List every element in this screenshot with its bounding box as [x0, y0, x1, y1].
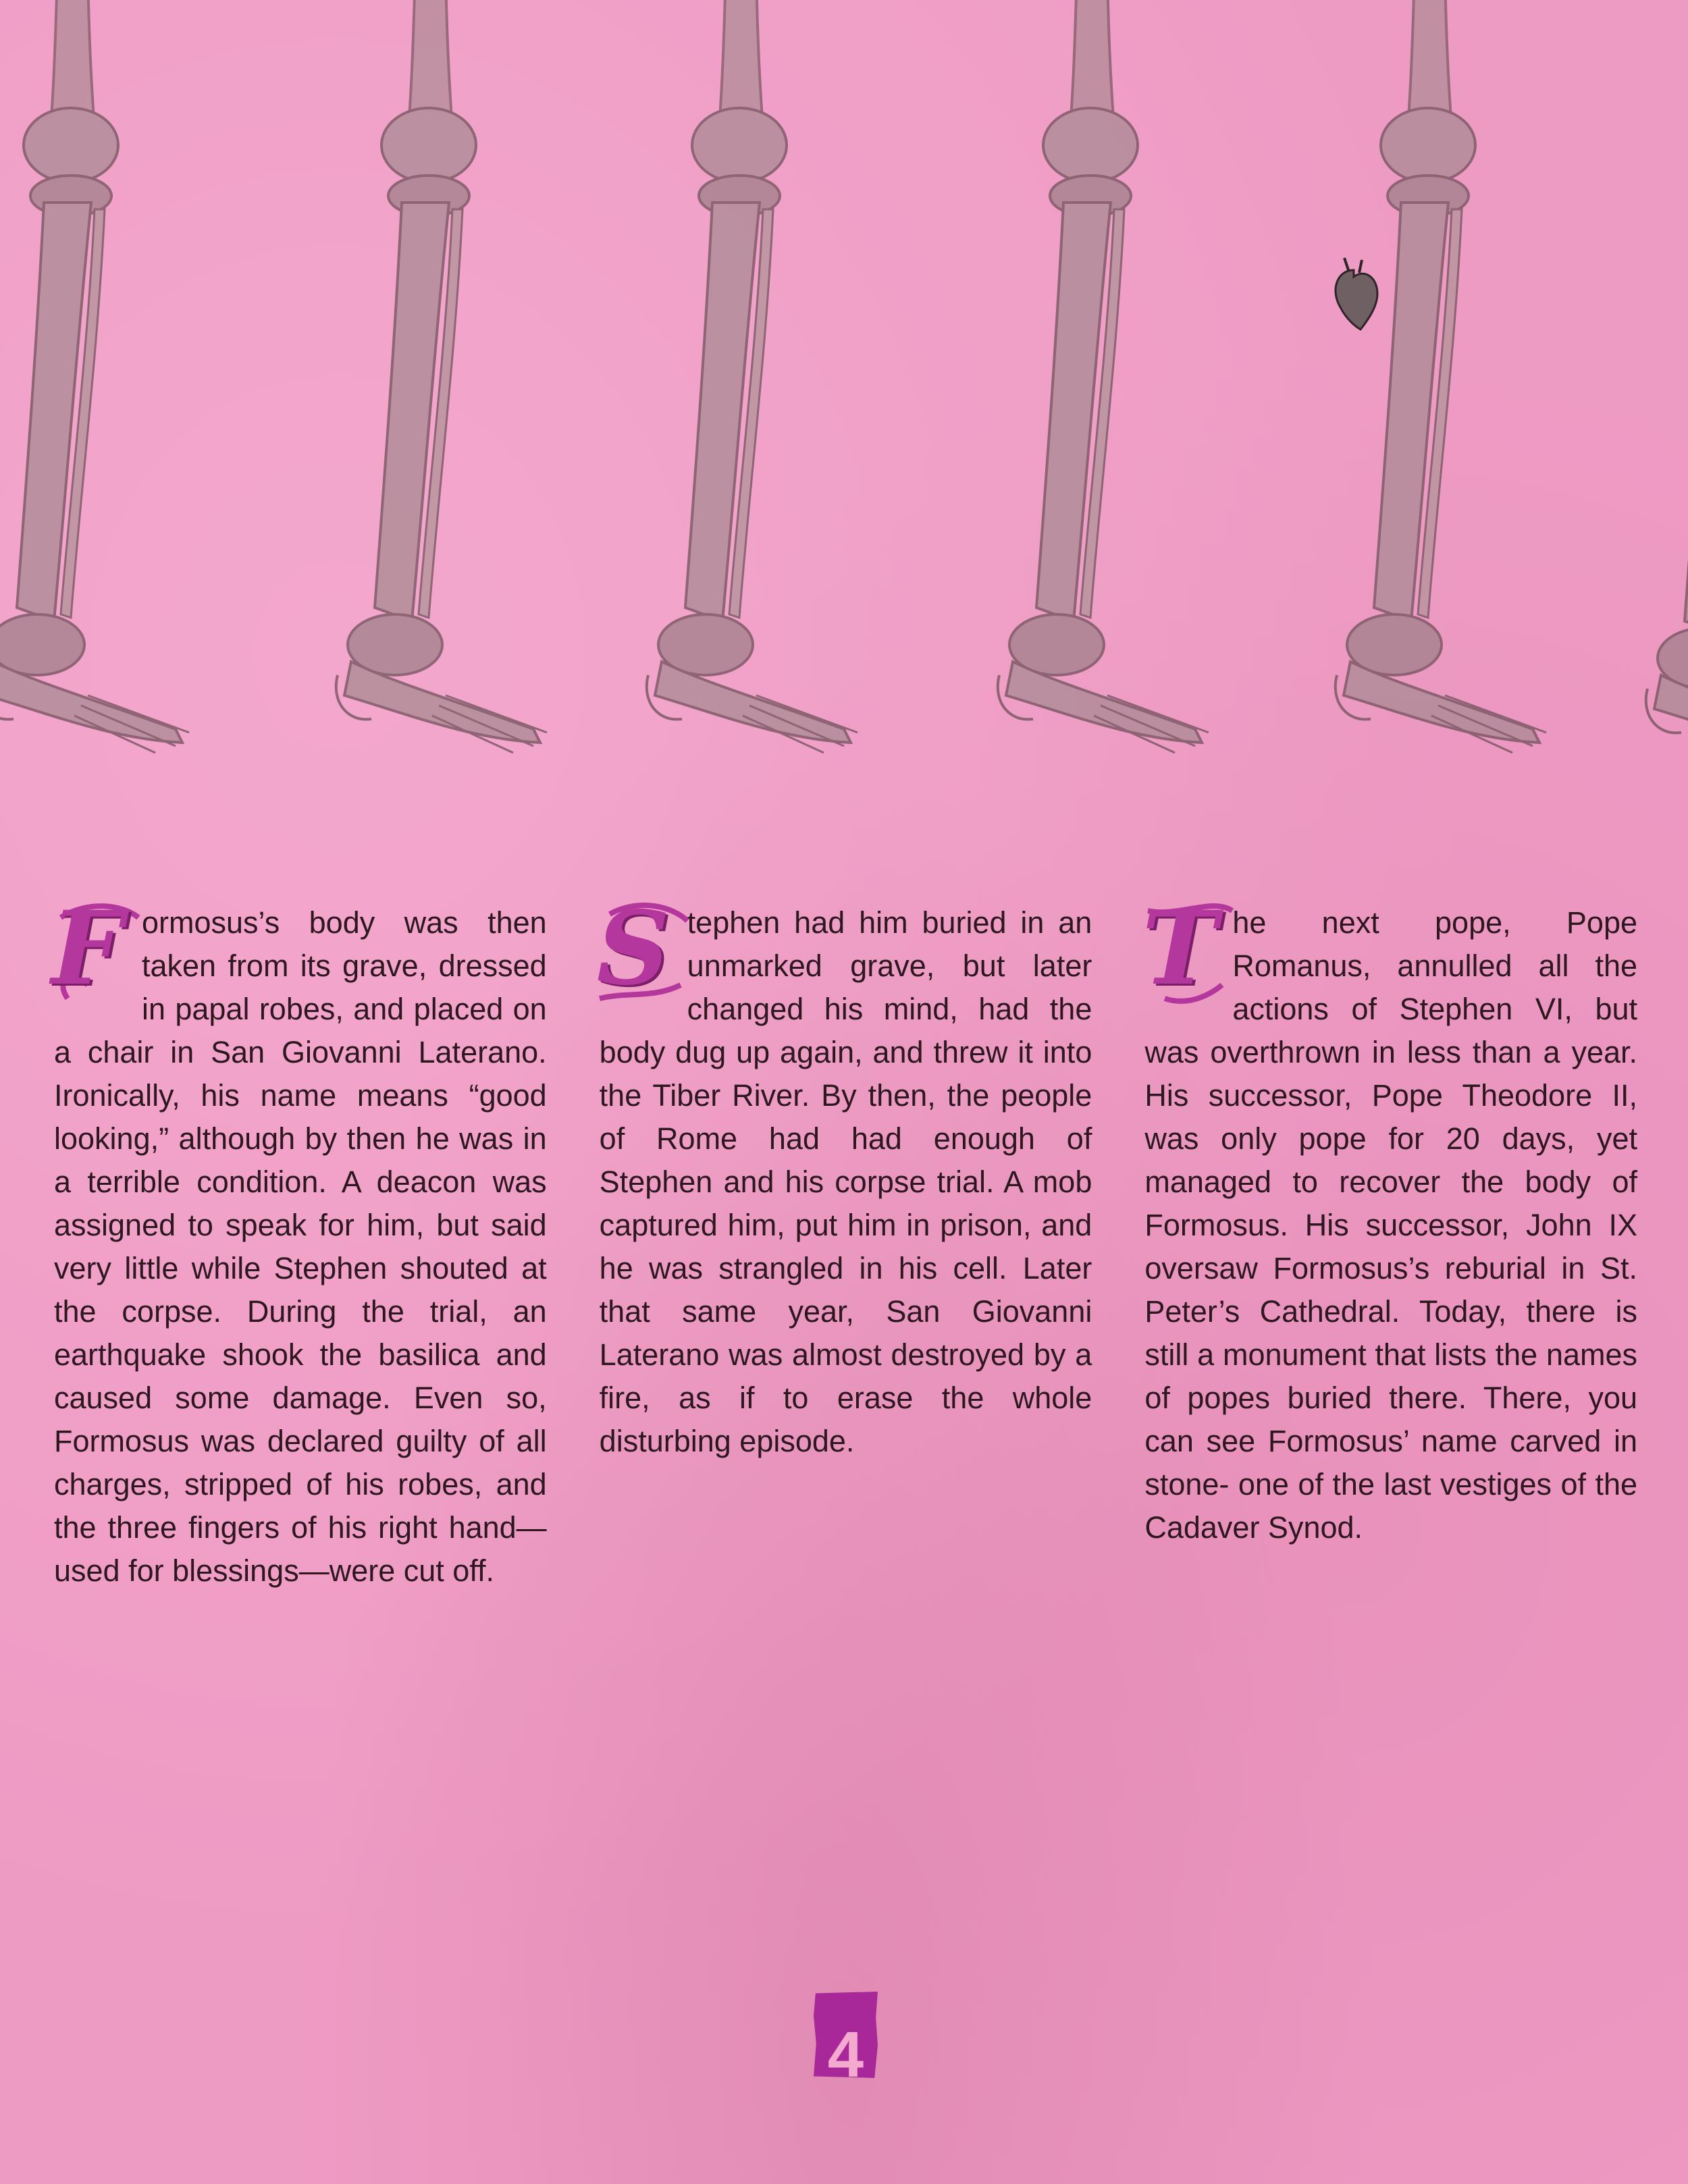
article-columns: [51, 889, 1638, 1593]
article-column-3: [1142, 889, 1638, 1593]
anatomical-heart-icon: [1336, 258, 1377, 329]
skeleton-legs-illustration: [0, 0, 1688, 830]
drop-cap-s: S: [597, 901, 683, 1001]
drop-cap-t: T: [1142, 901, 1228, 1001]
article-column-1: [51, 889, 547, 1593]
page-number: 4: [827, 2019, 864, 2091]
article-paragraph-2: tephen had him buried in an unmarked grave, but later changed his mind, had the body dug up again, and threw it into the Tiber River. By then, the people of Rome had had enough of Stephen and his corpse trial. A mob captured him, put him in prison, and he was strangled in his cell. Later that same year, San Giovanni Laterano was almost destroyed by a fire, as if to erase the whole disturbing episode.: [599, 905, 1092, 1458]
article-column-2: [596, 889, 1092, 1593]
article-paragraph-1: ormosus’s body was then taken from its grave, dressed in papal robes, and placed on a chair in San Giovanni Laterano. Ironically, his name means “good looking,” although by then he was in a terrible condition. A deacon was assigned to speak for him, but said very little while Stephen shouted at the corpse. During the trial, an earthquake shook the basilica and caused some damage. Even so, Formosus was declared guilty of all charges, stripped of his robes, and the three fingers of his right hand—used for blessings—were cut off.: [54, 905, 547, 1588]
article-paragraph-3: he next pope, Pope Romanus, annulled all the actions of Stephen VI, but was overthrown in less than a year. His successor, Pope Theodore II, was only pope for 20 days, yet managed to recover the body of Formosus. His successor, John IX oversaw Formosus’s reburial in St. Peter’s Cathedral. Today, there is still a monument that lists the names of popes buried there. There, you can see Formosus’ name carved in stone- one of the last vestiges of the Cadaver Synod.: [1144, 905, 1638, 1545]
drop-cap-f: F: [51, 901, 138, 1001]
